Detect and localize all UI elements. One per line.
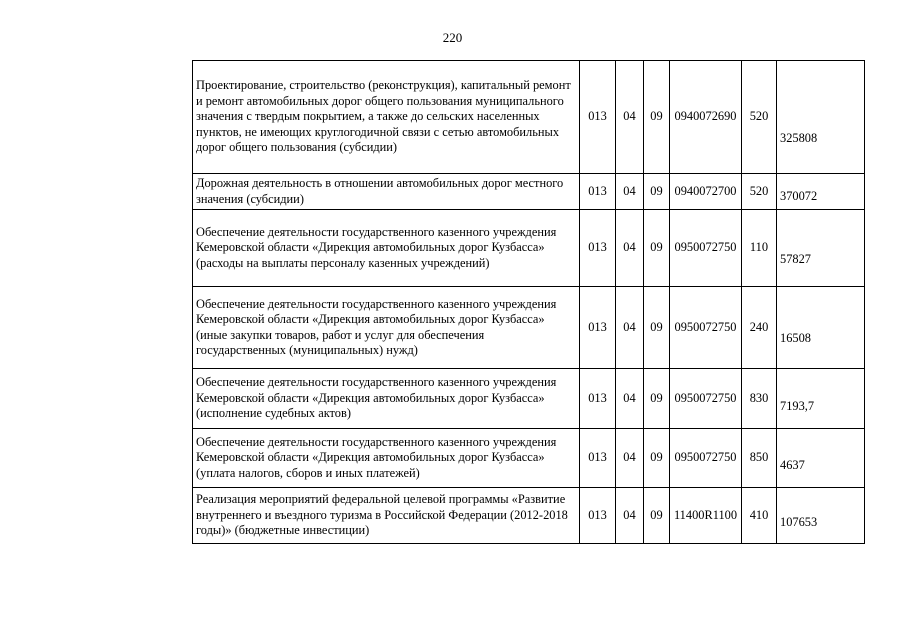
section-code: 04 bbox=[616, 61, 644, 174]
amount-value: 7193,7 bbox=[780, 398, 815, 413]
section-code: 04 bbox=[616, 429, 644, 488]
amount-cell bbox=[777, 488, 865, 544]
target-article-code: 0950072750 bbox=[670, 369, 742, 429]
target-article-code: 11400R1100 bbox=[670, 488, 742, 544]
ministry-code: 013 bbox=[580, 369, 616, 429]
target-article-code: 0950072750 bbox=[670, 287, 742, 369]
section-code: 04 bbox=[616, 488, 644, 544]
table-row bbox=[193, 369, 865, 429]
table-row bbox=[193, 210, 865, 287]
amount-cell bbox=[777, 429, 865, 488]
subsection-code: 09 bbox=[644, 210, 670, 287]
amount-cell bbox=[777, 369, 865, 429]
subsection-code: 09 bbox=[644, 287, 670, 369]
expense-type-code: 240 bbox=[742, 287, 777, 369]
target-article-code: 0940072690 bbox=[670, 61, 742, 174]
table-row bbox=[193, 429, 865, 488]
expense-type-code: 110 bbox=[742, 210, 777, 287]
ministry-code: 013 bbox=[580, 210, 616, 287]
table-row bbox=[193, 488, 865, 544]
amount-cell bbox=[777, 210, 865, 287]
amount-value: 325808 bbox=[780, 131, 818, 146]
ministry-code: 013 bbox=[580, 61, 616, 174]
ministry-code: 013 bbox=[580, 429, 616, 488]
subsection-code: 09 bbox=[644, 488, 670, 544]
table-row bbox=[193, 61, 865, 174]
amount-cell bbox=[777, 174, 865, 210]
expense-type-code: 410 bbox=[742, 488, 777, 544]
row-description: Обеспечение деятельности государственного казенного учреждения Кемеровской области «Дирекция автомобильных дорог Кузбасса» (уплата налогов, сборов и иных платежей) bbox=[193, 429, 580, 488]
subsection-code: 09 bbox=[644, 174, 670, 210]
amount-value: 16508 bbox=[780, 331, 811, 346]
ministry-code: 013 bbox=[580, 287, 616, 369]
subsection-code: 09 bbox=[644, 61, 670, 174]
table-row bbox=[193, 174, 865, 210]
amount-value: 107653 bbox=[780, 514, 818, 529]
expense-type-code: 520 bbox=[742, 61, 777, 174]
row-description: Дорожная деятельность в отношении автомобильных дорог местного значения (субсидии) bbox=[193, 174, 580, 210]
amount-cell bbox=[777, 287, 865, 369]
section-code: 04 bbox=[616, 369, 644, 429]
expense-type-code: 850 bbox=[742, 429, 777, 488]
row-description: Обеспечение деятельности государственного казенного учреждения Кемеровской области «Дирекция автомобильных дорог Кузбасса» (исполнение судебных актов) bbox=[193, 369, 580, 429]
ministry-code: 013 bbox=[580, 488, 616, 544]
row-description: Обеспечение деятельности государственного казенного учреждения Кемеровской области «Дирекция автомобильных дорог Кузбасса» (иные закупки товаров, работ и услуг для обеспечения государственных (муниципальных) нужд) bbox=[193, 287, 580, 369]
table-row bbox=[193, 287, 865, 369]
section-code: 04 bbox=[616, 287, 644, 369]
page-number: 220 bbox=[442, 30, 463, 45]
target-article-code: 0950072750 bbox=[670, 429, 742, 488]
expense-type-code: 830 bbox=[742, 369, 777, 429]
amount-value: 57827 bbox=[780, 252, 811, 267]
expense-type-code: 520 bbox=[742, 174, 777, 210]
budget-table bbox=[192, 60, 865, 544]
row-description: Проектирование, строительство (реконструкция), капитальный ремонт и ремонт автомобильных дорог общего пользования муниципального значения с твердым покрытием, а также до сельских населенных пунктов, не имеющих круглогодичной связи с сетью автомобильных дорог общего пользования (субсидии) bbox=[193, 61, 580, 174]
section-code: 04 bbox=[616, 210, 644, 287]
subsection-code: 09 bbox=[644, 429, 670, 488]
target-article-code: 0940072700 bbox=[670, 174, 742, 210]
ministry-code: 013 bbox=[580, 174, 616, 210]
row-description: Обеспечение деятельности государственного казенного учреждения Кемеровской области «Дирекция автомобильных дорог Кузбасса» (расходы на выплаты персоналу казенных учреждений) bbox=[193, 210, 580, 287]
section-code: 04 bbox=[616, 174, 644, 210]
subsection-code: 09 bbox=[644, 369, 670, 429]
target-article-code: 0950072750 bbox=[670, 210, 742, 287]
amount-value: 4637 bbox=[780, 458, 805, 473]
amount-value: 370072 bbox=[780, 188, 818, 203]
amount-cell bbox=[777, 61, 865, 174]
row-description: Реализация мероприятий федеральной целевой программы «Развитие внутреннего и въездного туризма в Российской Федерации (2012-2018 годы)» (бюджетные инвестиции) bbox=[193, 488, 580, 544]
